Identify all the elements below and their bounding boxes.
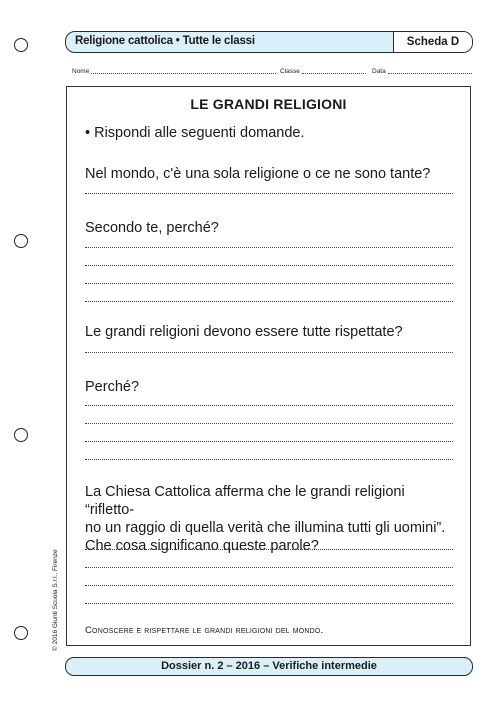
binder-hole-3 [14,428,28,442]
scheda-label: Scheda D [393,32,472,52]
footer-bar: Dossier n. 2 – 2016 – Verifiche intermedie [65,657,473,676]
class-field[interactable] [280,67,366,75]
binder-hole-1 [14,38,28,52]
answer-line[interactable] [85,265,453,266]
question-4: Perché? [85,379,140,395]
binder-hole-2 [14,234,28,248]
answer-line[interactable] [85,441,453,442]
answer-line[interactable] [85,459,453,460]
question-1: Nel mondo, c'è una sola religione o ce ne sono tante? [85,166,431,182]
answer-line[interactable] [85,283,453,284]
answer-line[interactable] [85,549,453,550]
question-3: Le grandi religioni devono essere tutte rispettate? [85,324,403,340]
answer-line[interactable] [85,567,453,568]
date-field-label: Data [372,68,386,75]
worksheet [66,86,471,646]
answer-line[interactable] [85,405,453,406]
name-field-label: Nome [72,68,90,75]
header-bar [65,31,473,53]
student-info-fields [72,67,472,79]
binder-hole-4 [14,626,28,640]
answer-line[interactable] [85,247,453,248]
question-5: La Chiesa Cattolica afferma che le grandi religioni “rifletto- no un raggio di quella verità che illumina tutti gli uomini”. Che cosa significano queste parole? [85,484,446,554]
instruction: • Rispondi alle seguenti domande. [85,125,305,141]
worksheet-title: LE GRANDI RELIGIONI [190,96,347,112]
copyright-notice: © 2016 Giunti Scuola S.r.l., Firenze [52,549,59,651]
answer-line[interactable] [85,193,453,194]
date-field[interactable] [372,67,472,75]
name-field[interactable] [72,67,276,75]
header-title: Religione cattolica • Tutte le classi [75,35,255,47]
learning-objective: Conoscere e rispettare le grandi religioni del mondo. [85,625,324,636]
answer-line[interactable] [85,301,453,302]
answer-line[interactable] [85,352,453,353]
answer-line[interactable] [85,423,453,424]
answer-line[interactable] [85,585,453,586]
answer-line[interactable] [85,603,453,604]
class-field-label: Classe [280,68,300,75]
question-2: Secondo te, perché? [85,220,219,236]
